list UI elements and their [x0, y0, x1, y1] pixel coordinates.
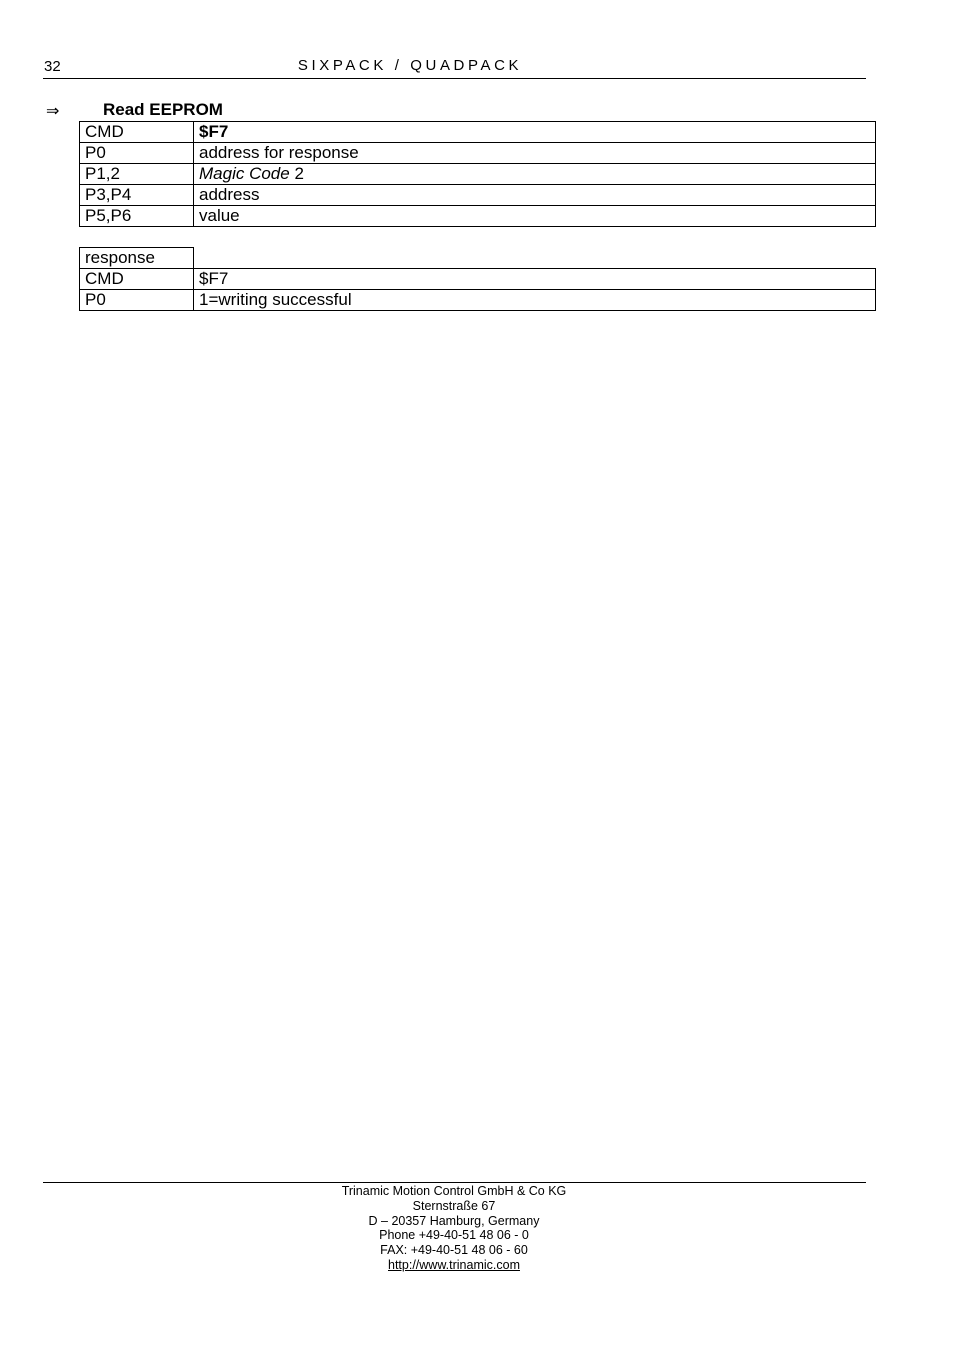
param-value: $F7	[194, 122, 876, 143]
command-table	[79, 121, 876, 227]
param-value: 1=writing successful	[194, 290, 876, 311]
footer-website-link[interactable]: http://www.trinamic.com	[388, 1257, 520, 1272]
magic-code-number: 2	[289, 164, 304, 183]
table-row	[80, 122, 876, 143]
param-label: CMD	[80, 122, 194, 143]
param-label: P0	[80, 143, 194, 164]
param-label: P3,P4	[80, 185, 194, 206]
param-label: P0	[80, 290, 194, 311]
footer-fax: FAX: +49-40-51 48 06 - 60	[380, 1243, 528, 1258]
table-row	[80, 206, 876, 227]
param-value	[194, 164, 876, 185]
section-title: Read EEPROM	[103, 100, 223, 119]
response-table	[79, 247, 876, 311]
response-header: response	[80, 248, 194, 269]
section-arrow-icon: ⇒	[46, 103, 60, 120]
param-label: P1,2	[80, 164, 194, 185]
table-row	[80, 164, 876, 185]
table-row	[80, 269, 876, 290]
running-title: SIXPACK / QUADPACK	[297, 57, 523, 74]
param-value: value	[194, 206, 876, 227]
footer-phone: Phone +49-40-51 48 06 - 0	[379, 1228, 529, 1243]
footer-company: Trinamic Motion Control GmbH & Co KG	[341, 1184, 567, 1198]
param-label: CMD	[80, 269, 194, 290]
footer-rule	[43, 1182, 866, 1183]
param-value: address	[194, 185, 876, 206]
param-label: P5,P6	[80, 206, 194, 227]
table-row	[80, 185, 876, 206]
footer-city: D – 20357 Hamburg, Germany	[368, 1213, 540, 1228]
empty-cell	[194, 248, 876, 269]
magic-code-label: Magic Code	[199, 164, 290, 183]
param-value: address for response	[194, 143, 876, 164]
footer	[0, 1184, 908, 1273]
page-number: 32	[44, 58, 61, 75]
table-row	[80, 248, 876, 269]
table-row	[80, 143, 876, 164]
footer-street: Sternstraße 67	[412, 1198, 496, 1213]
param-value: $F7	[194, 269, 876, 290]
table-row	[80, 290, 876, 311]
header-rule	[43, 78, 866, 79]
